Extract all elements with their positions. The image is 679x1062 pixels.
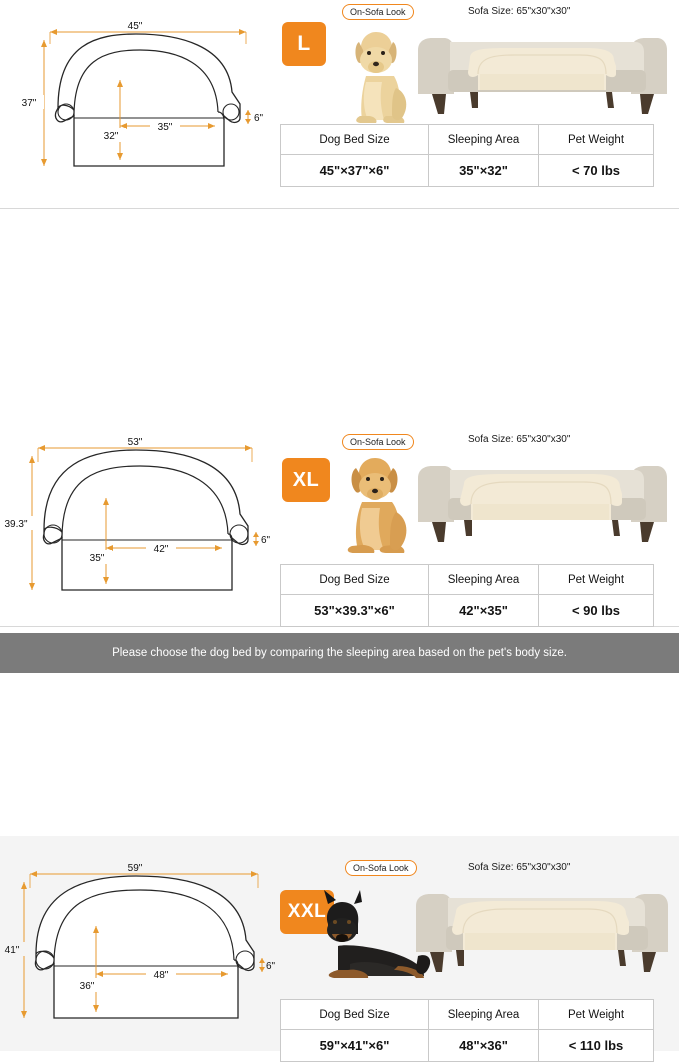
dim-inner-depth-xxl: 36"	[79, 981, 95, 992]
header-pet-weight: Pet Weight	[539, 565, 654, 595]
dim-inner-width-xxl: 48"	[153, 970, 169, 981]
on-sofa-look-tag-xl: On-Sofa Look	[342, 434, 414, 450]
value-pet-weight: < 90 lbs	[539, 595, 654, 627]
on-sofa-look-tag-l: On-Sofa Look	[342, 4, 414, 20]
bed-diagram-l	[0, 0, 272, 209]
header-sleeping-area: Sleeping Area	[429, 1000, 539, 1030]
footer-note-text: Please choose the dog bed by comparing the sleeping area based on the pet's body size.	[112, 647, 567, 659]
dim-thickness-xxl: 6"	[266, 961, 276, 972]
dim-top-width-xl: 53"	[127, 437, 143, 448]
dim-inner-depth-xl: 35"	[89, 553, 105, 564]
dim-thickness-l: 6"	[254, 113, 264, 124]
on-sofa-look-tag-xxl: On-Sofa Look	[345, 860, 417, 876]
value-bed-size: 45"×37"×6"	[281, 155, 429, 187]
value-bed-size: 59"×41"×6"	[281, 1030, 429, 1062]
sofa-illustration-xxl	[408, 878, 676, 985]
dim-left-height-xxl: 41"	[4, 945, 20, 956]
header-pet-weight: Pet Weight	[539, 1000, 654, 1030]
dim-inner-width-l: 35"	[157, 122, 173, 133]
sofa-illustration-l	[410, 22, 675, 125]
dog-photo-xxl	[298, 886, 434, 1001]
header-sleeping-area: Sleeping Area	[429, 125, 539, 155]
dim-left-height-xl: 39.3"	[4, 519, 28, 530]
value-pet-weight: < 70 lbs	[539, 155, 654, 187]
sofa-size-caption-xxl: Sofa Size: 65"x30"x30"	[468, 862, 571, 873]
value-sleeping-area: 35"×32"	[429, 155, 539, 187]
header-bed-size: Dog Bed Size	[281, 125, 429, 155]
spec-table-xl	[280, 564, 654, 627]
header-bed-size: Dog Bed Size	[281, 565, 429, 595]
size-badge-xl: XL	[282, 458, 330, 502]
dog-photo-xl	[318, 448, 430, 563]
header-bed-size: Dog Bed Size	[281, 1000, 429, 1030]
size-badge-l: L	[282, 22, 326, 66]
sofa-size-caption-l: Sofa Size: 65"x30"x30"	[468, 6, 571, 17]
dim-inner-width-xl: 42"	[153, 544, 169, 555]
spec-table-l	[280, 124, 654, 187]
dim-left-height-l: 37"	[21, 98, 37, 109]
bed-diagram-xl	[0, 418, 272, 627]
dim-thickness-xl: 6"	[261, 535, 271, 546]
size-row-xl	[0, 418, 679, 627]
sofa-illustration-xl	[410, 450, 675, 553]
sofa-size-caption-xl: Sofa Size: 65"x30"x30"	[468, 434, 571, 445]
dim-top-width-l: 45"	[127, 21, 143, 32]
bed-diagram-xxl	[0, 836, 276, 1045]
value-sleeping-area: 42"×35"	[429, 595, 539, 627]
header-pet-weight: Pet Weight	[539, 125, 654, 155]
size-badge-xxl: XXL	[280, 890, 334, 934]
dim-top-width-xxl: 59"	[127, 863, 143, 874]
value-pet-weight: < 110 lbs	[539, 1030, 654, 1062]
spec-table-xxl	[280, 999, 654, 1062]
header-sleeping-area: Sleeping Area	[429, 565, 539, 595]
size-row-l	[0, 0, 679, 209]
footer-note-bar	[0, 633, 679, 673]
value-sleeping-area: 48"×36"	[429, 1030, 539, 1062]
dog-photo-l	[322, 20, 432, 133]
dim-inner-depth-l: 32"	[103, 131, 119, 142]
size-row-xxl	[0, 836, 679, 1051]
value-bed-size: 53"×39.3"×6"	[281, 595, 429, 627]
